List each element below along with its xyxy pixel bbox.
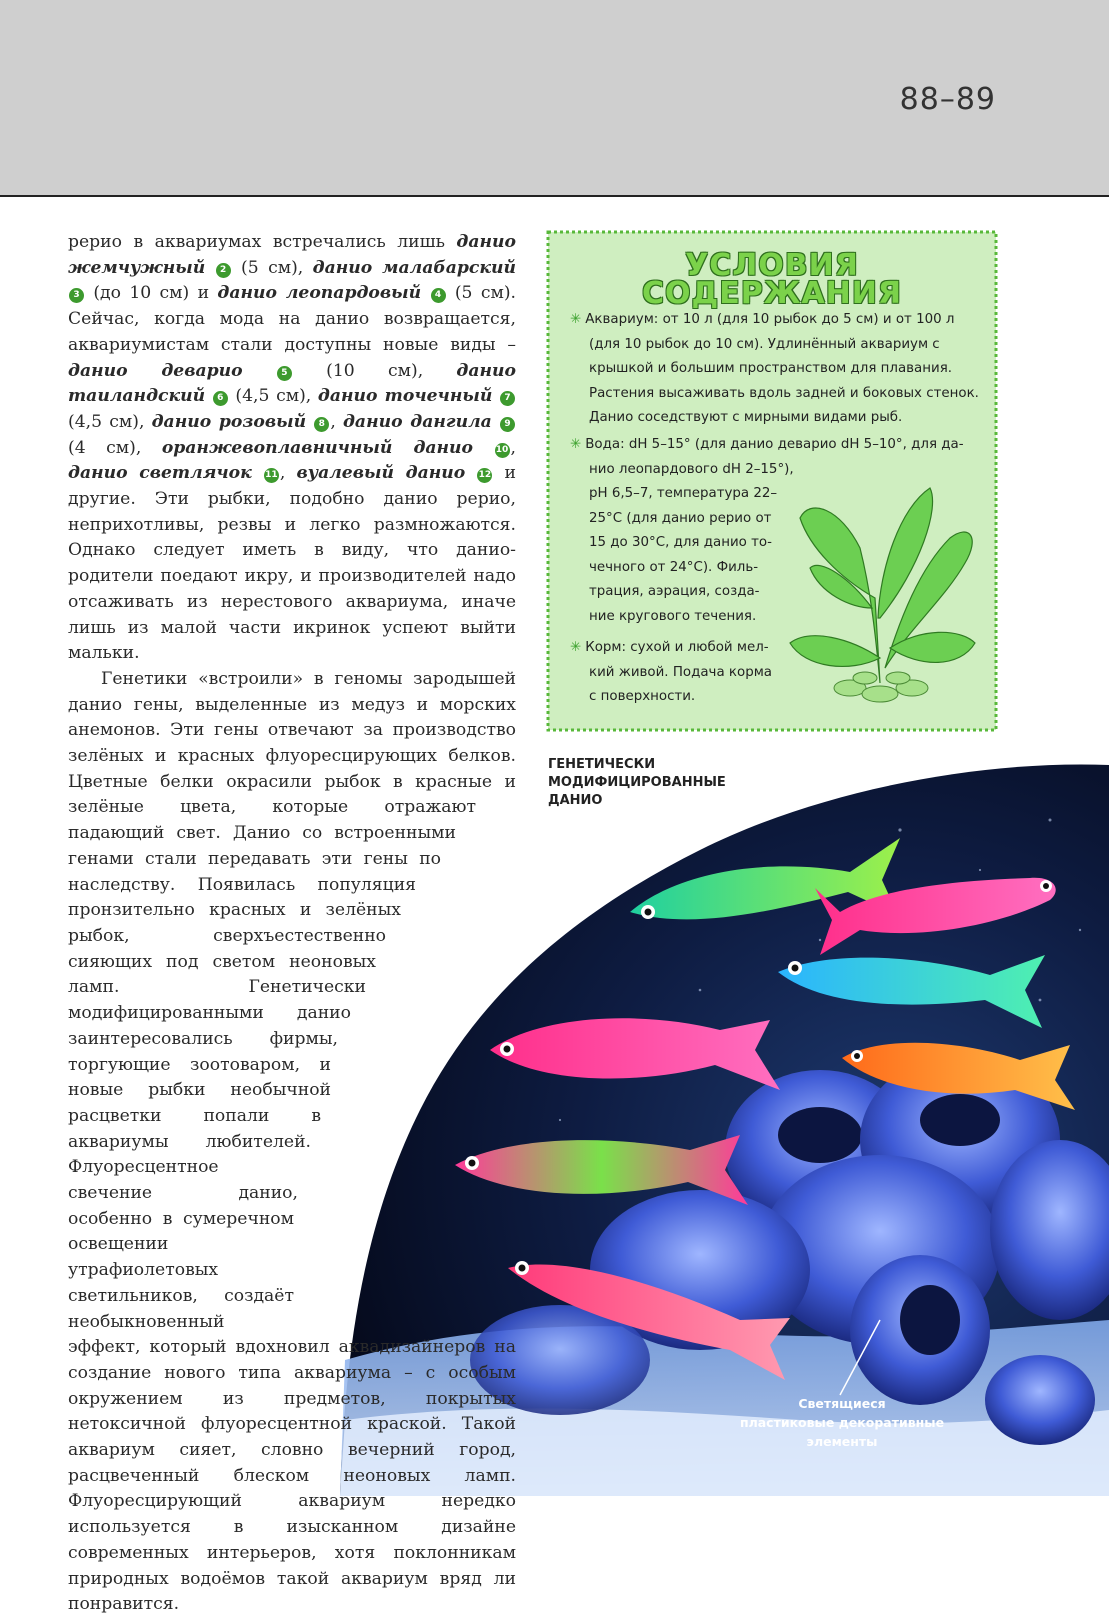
species-number-badge: 10	[495, 443, 510, 458]
species-number-badge: 12	[477, 468, 492, 483]
glowing-decor-caption: Светящиеся пластиковые декоративные элементы	[739, 1396, 945, 1449]
wrap-step	[376, 974, 516, 1000]
species-name: данио леопардовый	[217, 283, 422, 304]
species-number-badge: 6	[213, 391, 228, 406]
gm-danio-caption: ГЕНЕТИЧЕСКИ МОДИФИЦИРОВАННЫЕ ДАНИО	[548, 757, 726, 808]
care-title: УСЛОВИЯ СОДЕРЖАНИЯ	[642, 248, 902, 311]
wrap-step	[294, 1208, 516, 1328]
species-name: данио розовый	[151, 411, 307, 432]
species-number-badge: 4	[431, 288, 446, 303]
paragraph-species: рерио в аквариумах встречались лишь данио жемчужный 2 (5 см), данио малабарский 3 (до 10 см) и данио леопардовый 4 (5 см). Сейчас, когда мода на данио возвращается, аквариумистам стали доступны новые виды – данио деварио 5 (10 см), данио таиландский 6 (4,5 см), данио точечный 7 (4,5 см), данио розовый 8 , данио дангила 9 (4 см), оранжевоплавничный данио 10 , данио светлячок 11 , вуалевый данио 12 и другие. Эти рыбки, подобно данио рерио, неприхотливы, резвы и легко размножаются. Однако следует иметь в виду, что данио-родители поедают икру, и производителей надо отсаживать из нерестового аквариума, иначе лишь из малой части икринок успеют выйти мальки.	[68, 232, 517, 664]
species-name: данио дангила	[342, 411, 492, 432]
species-name: данио светлячок	[68, 463, 252, 484]
species-number-badge: 8	[314, 417, 329, 432]
species-name: оранжевоплавничный данио	[161, 437, 474, 458]
wrap-step	[456, 844, 516, 870]
species-name: данио жемчужный	[68, 232, 516, 278]
species-number-badge: 9	[500, 417, 515, 432]
wrap-step	[351, 1026, 516, 1052]
main-article-text	[68, 230, 516, 1618]
wrap-step	[386, 948, 516, 974]
care-item-food: ✳ Корм: сухой и любой мел- кий живой. Подача корма с поверхности.	[570, 640, 773, 704]
wrap-step	[401, 922, 516, 948]
wrap-step	[441, 870, 516, 896]
care-item-water: ✳ Вода: dH 5–15° (для данио деварио dH 5–10°, для да- нио леопардового dH 2–15°), pH 6,5–7, температура 22– 25°С (для данио рерио от 15 до 30°С, для данио то- чечного от 24°С). Филь- трация, аэрация, созда- ние кругового течения.	[570, 437, 964, 624]
paragraph-genetics: Генетики «встроили» в геномы зародышей данио гены, выделенные из медуз и морских анемонов. Эти гены отвечают за производство зелёных и красных флуоресцирующих белков. Цветные белки окрасили рыбок в красные и зелёные цвета, которые отражают падающий свет. Данио со встроенными генами стали передавать эти гены по наследству. Появилась популяция пронзительно красных и зелёных рыбок, сверхъестественно сияющих под светом неоновых ламп. Генетически модифицированными данио заинтересовались фирмы, торгующие зоотоваром, и новые рыбки необычной расцветки попали в аквариумы любителей. Флуоресцентное свечение данио, особенно в сумеречном освещении утрафиолетовых светильников, создаёт необыкновенный эффект, который вдохновил аквадизайнеров на создание нового типа аквариума – с особым окружением из предметов, покрытых нетоксичной флуоресцентной краской. Такой аквариум сияет, словно вечерний город, расцвеченный блеском неоновых ламп. Флуоресцирующий аквариум нередко используется в изысканном дизайне современных интерьеров, хотя поклонникам природных водоёмов такой аквариум вряд ли понравится.	[68, 668, 516, 1615]
care-conditions-box	[548, 232, 996, 730]
star-bullet-icon: ✳	[570, 312, 582, 327]
species-name: данио точечный	[317, 386, 493, 407]
wrap-step	[304, 1156, 516, 1182]
wrap-step	[338, 1052, 516, 1078]
species-number-badge: 5	[277, 366, 292, 381]
species-number-badge: 2	[216, 263, 231, 278]
care-item-aquarium: ✳ Аквариум: от 10 л (для 10 рыбок до 5 см) и от 100 л (для 10 рыбок до 10 см). Удлинённый аквариум с крышкой и большим пространством для плавания. Растения высаживать вдоль задней и боковых стенок. Данио соседствуют с мирными видами рыб.	[570, 312, 979, 425]
star-bullet-icon: ✳	[570, 640, 582, 655]
wrap-step	[311, 1130, 516, 1156]
wrap-step	[476, 818, 516, 844]
wrap-step	[366, 1000, 516, 1026]
species-name: данио таиландский	[68, 360, 516, 407]
species-number-badge: 3	[69, 288, 84, 303]
wrap-step	[321, 1104, 516, 1130]
wrap-step	[331, 1078, 516, 1104]
species-number-badge: 7	[500, 391, 515, 406]
species-name: данио деварио	[68, 360, 243, 381]
species-number-badge: 11	[264, 468, 279, 483]
star-bullet-icon: ✳	[570, 437, 582, 452]
species-name: вуалевый данио	[296, 463, 466, 484]
page-numbers: 88–89	[899, 82, 996, 117]
wrap-step	[298, 1182, 516, 1208]
species-name: данио малабарский	[312, 257, 516, 278]
wrap-step	[416, 896, 516, 922]
